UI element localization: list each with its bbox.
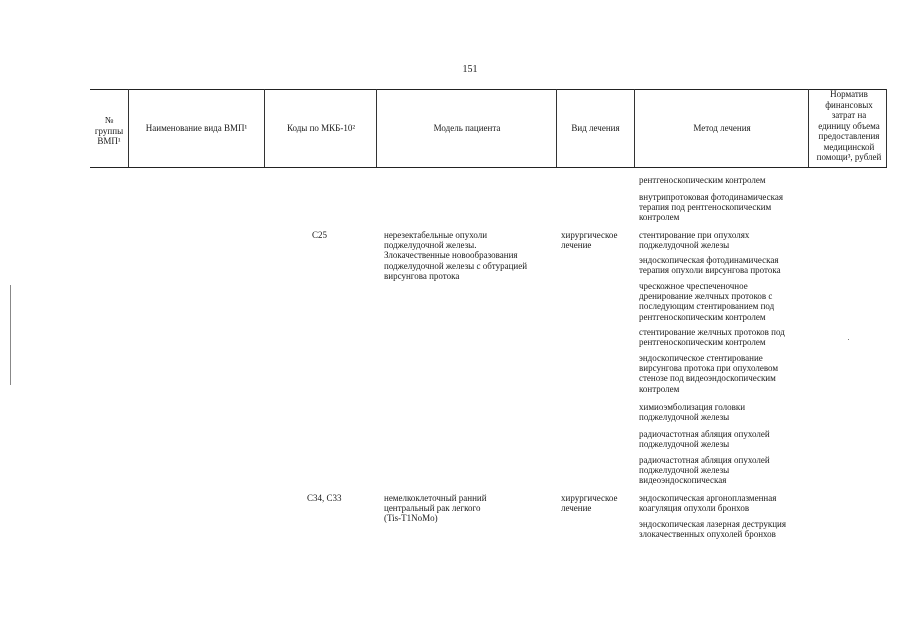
header-norm-line: помощи³, рублей [816,152,882,162]
header-group-line: ВМП¹ [97,136,121,146]
type-line: хирургическое [561,230,618,240]
model-line: (Tis-T1NoMo) [384,513,438,524]
method-line: стентирование желчных протоков под [639,327,785,337]
model-line: вирсунгова протока [384,270,460,281]
method-line: последующим стентированием под [639,301,775,312]
method-line: чрескожное чреспеченочное [639,281,748,291]
header-codes: Коды по МКБ-10² [286,123,356,133]
scan-artifact-line [10,285,11,385]
method-line: злокачественных опухолей бронхов [639,529,776,540]
method-line: поджелудочной железы [639,412,730,423]
method-line: рентгеноскопическим контролем [639,175,766,185]
type-line: лечение [561,240,592,251]
type-line: лечение [561,503,592,514]
type-line: хирургическое [561,493,618,503]
method-line: терапия опухоли вирсунгова протока [639,265,781,276]
method-line: стентирование при опухолях [639,230,750,240]
column-divider [556,89,557,167]
method-line: радиочастотная абляция опухолей [639,429,770,439]
model-line: нерезектабельные опухоли [384,230,488,240]
method-line: эндоскопическое стентирование [639,353,763,363]
method-line: рентгеноскопическим контролем [639,337,766,348]
method-line: поджелудочной железы [639,240,730,251]
method-item [639,327,807,347]
model-line: поджелудочной железы с обтурацией [384,260,528,271]
header-type: Вид лечения [571,123,620,133]
header-norm-line: Норматив [830,89,868,99]
patient-model [384,230,554,281]
method-line: видеоэндоскопическая [639,475,727,486]
method-item [639,255,807,275]
treatment-type [561,230,633,250]
method-line: рентгеноскопическим контролем [639,311,766,322]
method-line: терапия под рентгеноскопическим [639,202,772,213]
method-item [639,230,807,250]
method-line: химиоэмболизация головки [639,402,746,412]
header-model: Модель пациента [433,123,501,133]
column-divider [128,89,129,167]
code-cell: C25 [312,230,328,240]
header-top-border [90,89,887,90]
header-group-line: № [104,115,114,125]
header-norm-line: финансовых [825,99,873,110]
method-line: контролем [639,383,680,394]
header-method: Метод лечения [693,123,751,133]
method-line: эндоскопическая аргоноплазменная [639,493,777,503]
patient-model [384,493,554,524]
method-item [639,175,807,185]
header-norm-line: затрат на [831,110,867,120]
column-divider [886,89,887,167]
scan-artifact-dot [848,339,849,340]
method-line: коагуляция опухоли бронхов [639,503,750,514]
treatment-type [561,493,633,513]
method-line: контролем [639,212,680,223]
method-item [639,493,807,513]
method-item [639,281,807,322]
page-number: 151 [462,64,478,75]
header-norm-line: предоставления [818,131,880,141]
header-name: Наименование вида ВМП¹ [145,123,248,133]
method-item [639,192,807,223]
model-line: центральный рак легкого [384,503,481,514]
method-item [639,402,807,422]
column-divider [264,89,265,167]
column-divider [634,89,635,167]
header-norm-line: единицу объема [818,120,880,131]
header-norm [810,89,888,163]
method-line: эндоскопическая лазерная деструкция [639,519,786,529]
method-line: стенозе под видеоэндоскопическим [639,373,776,384]
method-line: дренирование желчных протоков с [639,291,773,302]
model-line: поджелудочной железы. [384,240,477,251]
column-divider [808,89,809,167]
column-divider [376,89,377,167]
code-cell: C34, C33 [307,493,342,503]
header-group-line: группы [94,125,124,136]
header-norm-line: медицинской [823,141,875,152]
method-line: внутрипротоковая фотодинамическая [639,192,783,202]
header-group [90,115,128,147]
method-line: эндоскопическая фотодинамическая [639,255,779,265]
model-line: Злокачественные новообразования [384,250,518,261]
method-line: радиочастотная абляция опухолей [639,455,770,465]
model-line: немелкоклеточный ранний [384,493,487,503]
method-item [639,429,807,449]
method-item [639,455,807,486]
method-line: поджелудочной железы [639,439,730,450]
method-line: вирсунгова протока при опухолевом [639,363,779,374]
method-line: поджелудочной железы [639,465,730,476]
header-bottom-border [90,167,887,168]
method-item [639,519,807,539]
method-item [639,353,807,394]
